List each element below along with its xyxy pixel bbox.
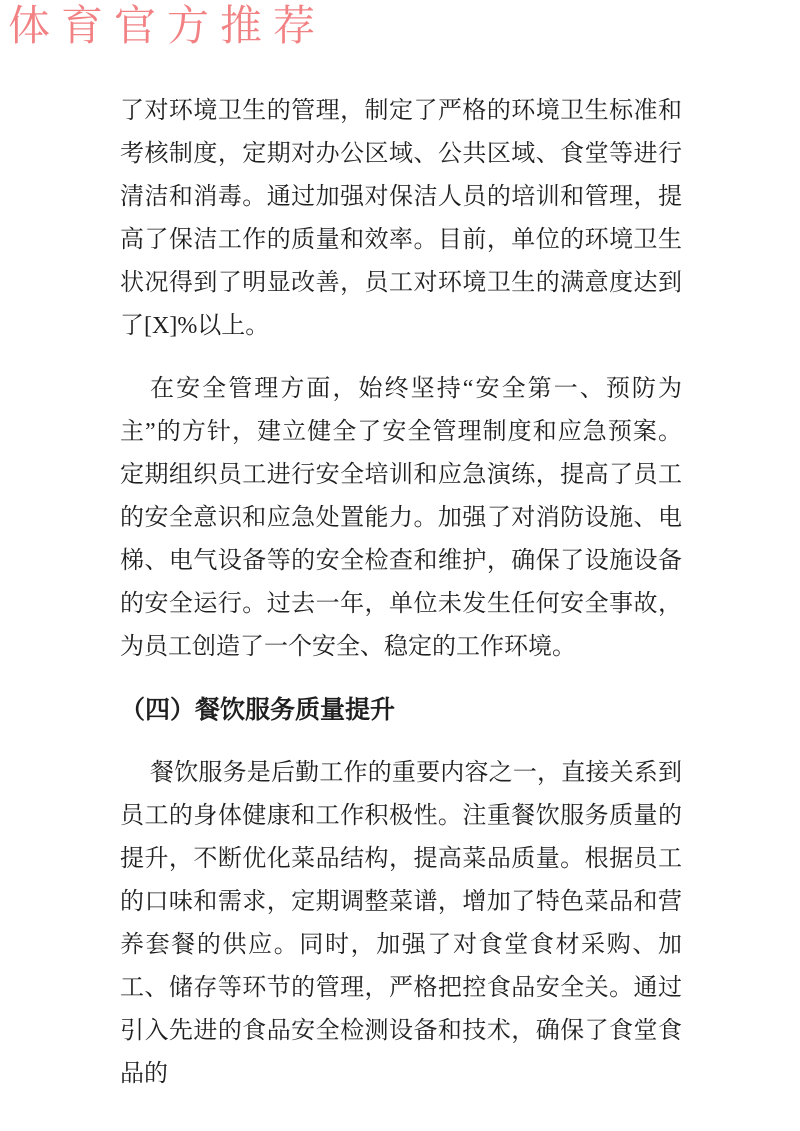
watermark-header: 体育官方推荐 <box>8 4 327 50</box>
paragraph-environment-hygiene: 了对环境卫生的管理，制定了严格的环境卫生标准和考核制度，定期对办公区域、公共区域、食堂等进行清洁和消毒。通过加强对保洁人员的培训和管理，提高了保洁工作的质量和效率。目前，单位的环境卫生状况得到了明显改善，员工对环境卫生的满意度达到了[X]%以上。 <box>120 98 682 339</box>
document-body <box>120 90 682 1116</box>
section-heading-catering-service: （四）餐饮服务质量提升 <box>120 697 396 724</box>
paragraph-safety-management: 在安全管理方面，始终坚持“安全第一、预防为主”的方针，建立健全了安全管理制度和应急预案。定期组织员工进行安全培训和应急演练，提高了员工的安全意识和应急处置能力。加强了对消防设施、电梯、电气设备等的安全检查和维护，确保了设施设备的安全运行。过去一年，单位未发生任何安全事故，为员工创造了一个安全、稳定的工作环境。 <box>120 376 682 660</box>
paragraph-catering-service: 餐饮服务是后勤工作的重要内容之一，直接关系到员工的身体健康和工作积极性。注重餐饮服务质量的提升，不断优化菜品结构，提高菜品质量。根据员工的口味和需求，定期调整菜谱，增加了特色菜品和营养套餐的供应。同时，加强了对食堂食材采购、加工、储存等环节的管理，严格把控食品安全关。通过引入先进的食品安全检测设备和技术，确保了食堂食品的 <box>120 760 682 1087</box>
